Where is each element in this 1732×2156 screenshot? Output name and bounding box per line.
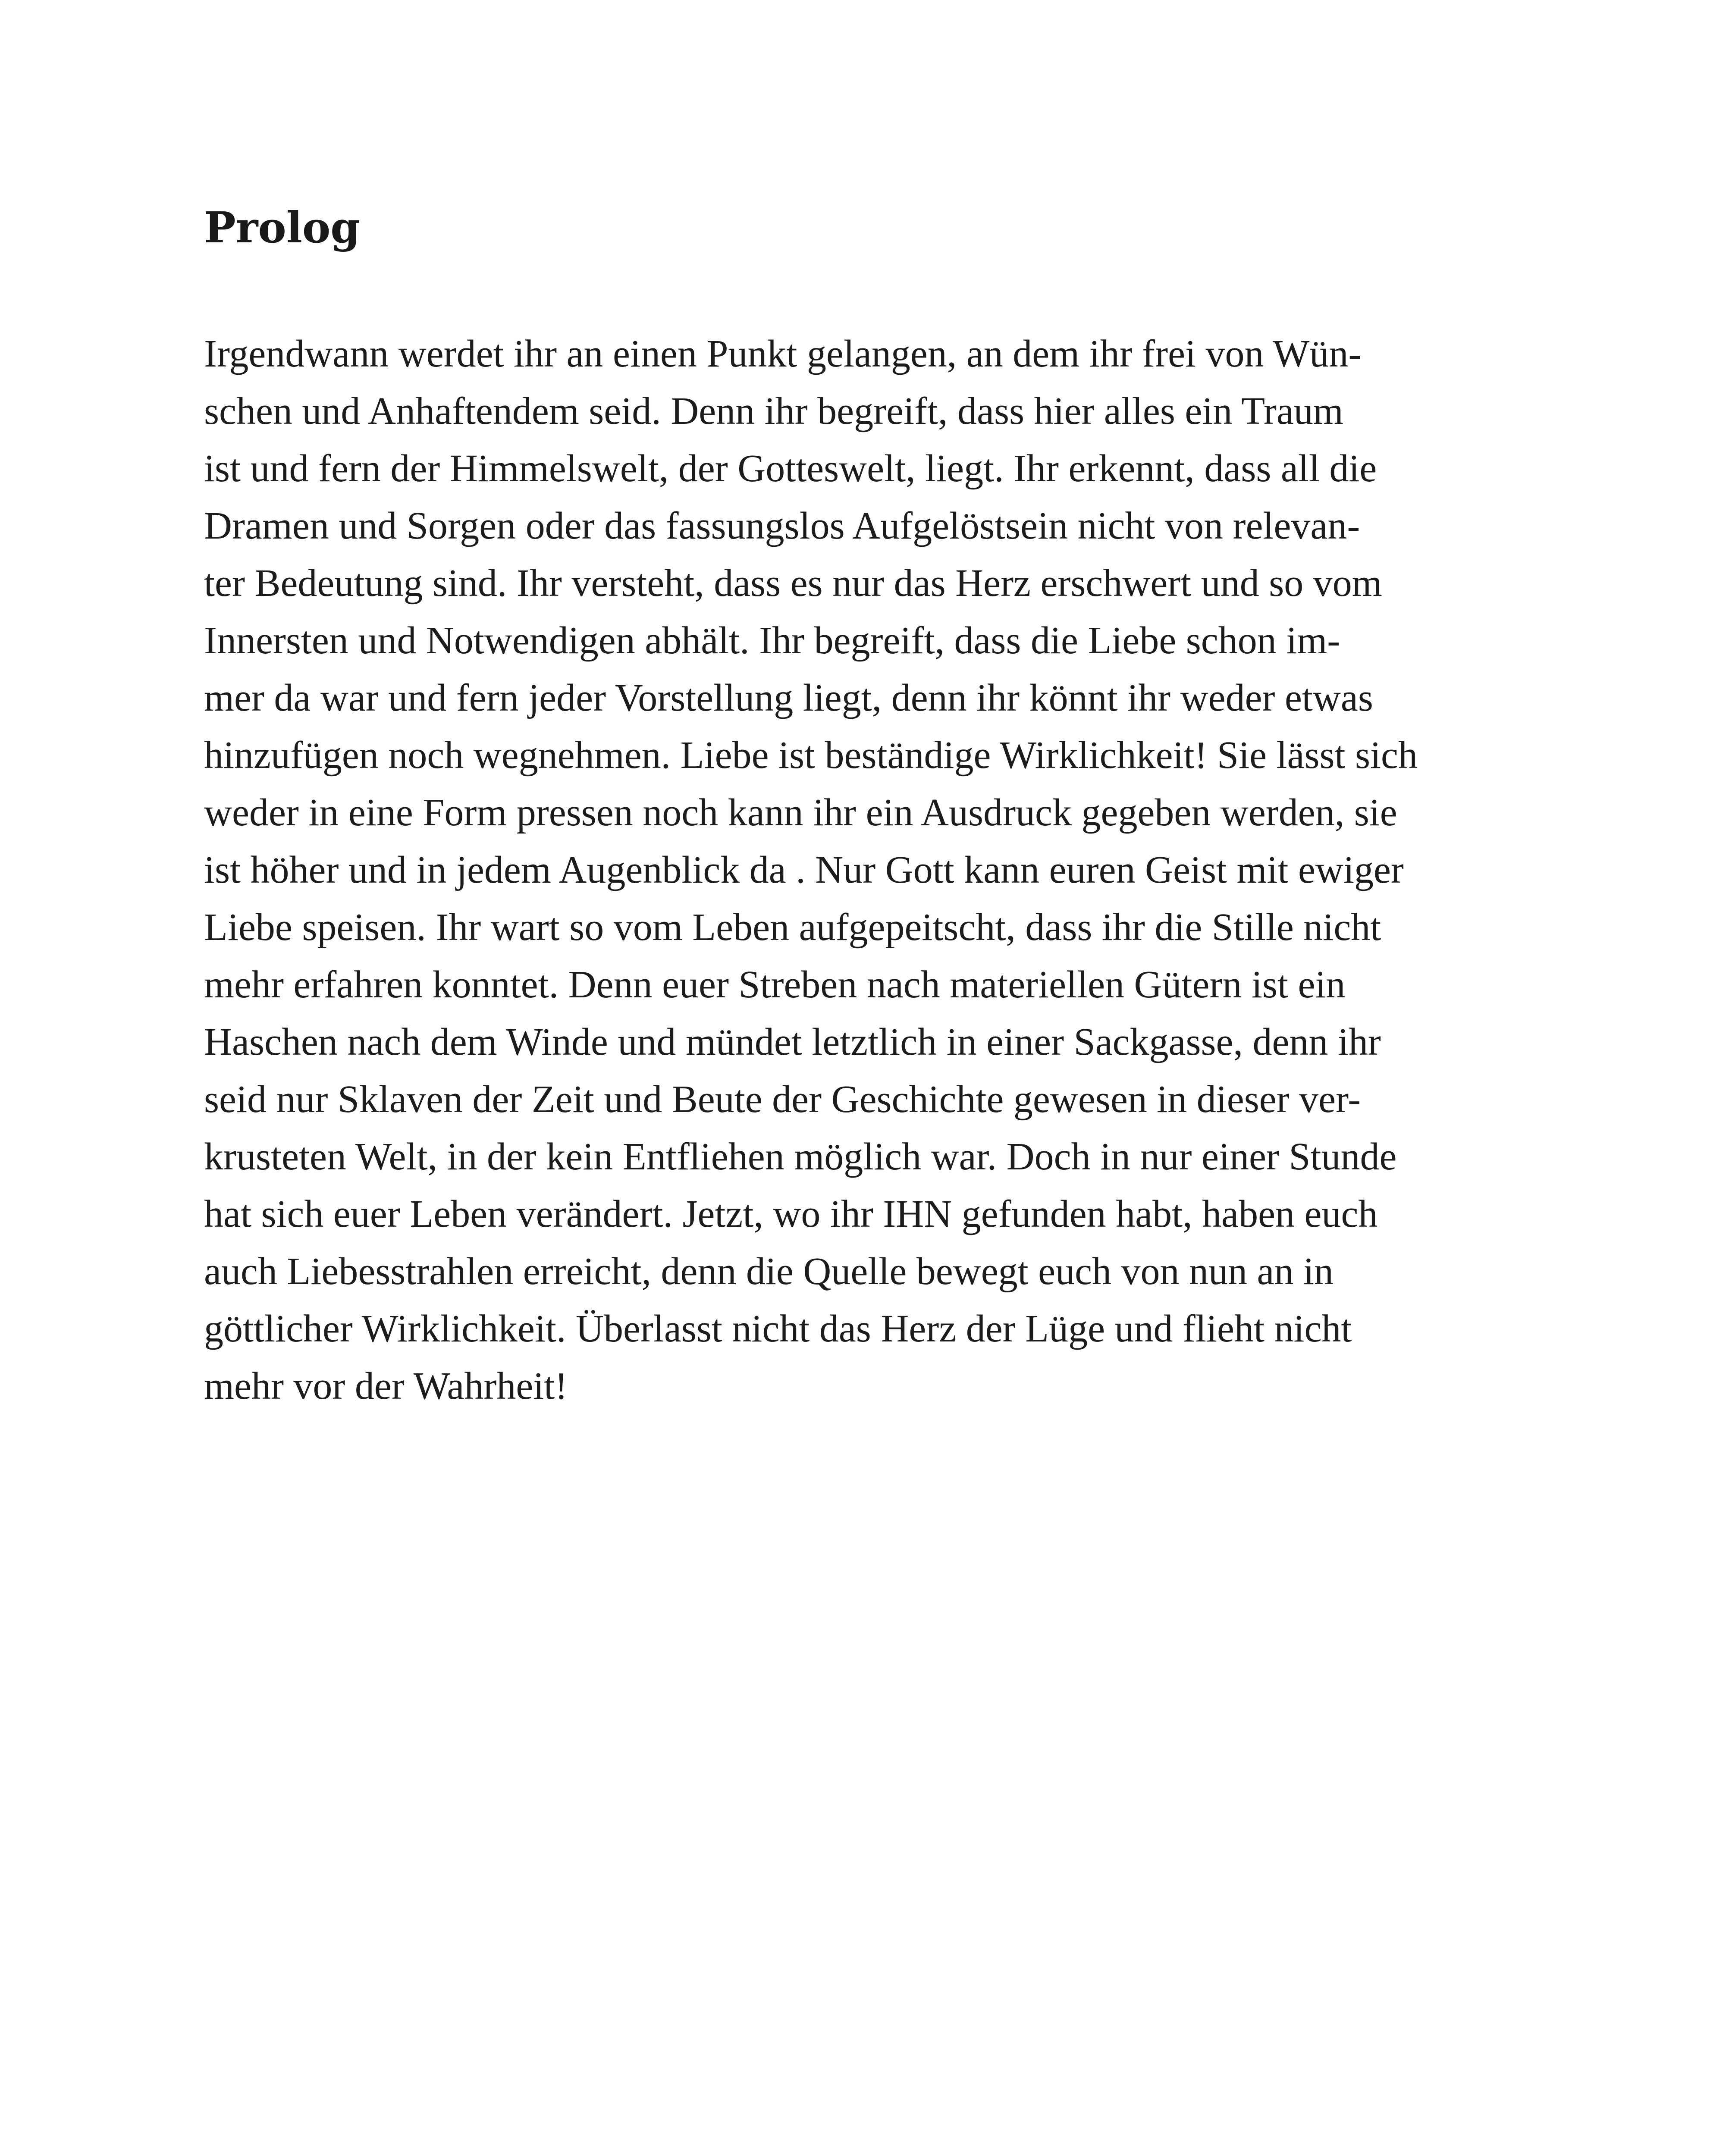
chapter-title: Prolog [204,203,360,253]
text-line: göttlicher Wirklichkeit. Überlasst nicht das Herz der Lüge und flieht nicht [204,1307,1352,1350]
text-line: auch Liebesstrahlen erreicht, denn die Quelle bewegt euch von nun an in [204,1250,1334,1293]
text-line: weder in eine Form pressen noch kann ihr ein Ausdruck gegeben werden, sie [204,791,1397,834]
text-line: mehr erfahren konntet. Denn euer Streben nach materiellen Gütern ist ein [204,963,1346,1006]
text-line: Haschen nach dem Winde und mündet letztlich in einer Sackgasse, denn ihr [204,1021,1381,1063]
text-line: seid nur Sklaven der Zeit und Beute der Geschichte gewesen in dieser ver- [204,1078,1361,1121]
text-line: Liebe speisen. Ihr wart so vom Leben aufgepeitscht, dass ihr die Stille nicht [204,906,1381,949]
text-line: schen und Anhaftendem seid. Denn ihr begreift, dass hier alles ein Traum [204,390,1343,432]
text-line: Dramen und Sorgen oder das fassungslos Aufgelöstsein nicht von relevan- [204,505,1360,547]
text-line: hat sich euer Leben verändert. Jetzt, wo ihr IHN gefunden habt, haben euch [204,1193,1378,1235]
text-line: mer da war und fern jeder Vorstellung liegt, denn ihr könnt ihr weder etwas [204,677,1373,719]
prolog-paragraph [204,325,1418,1415]
text-line: hinzufügen noch wegnehmen. Liebe ist beständige Wirklichkeit! Sie lässt sich [204,734,1418,777]
text-line: Innersten und Notwendigen abhält. Ihr begreift, dass die Liebe schon im- [204,619,1340,662]
text-line: ist und fern der Himmelswelt, der Gotteswelt, liegt. Ihr erkennt, dass all die [204,447,1377,490]
text-line: mehr vor der Wahrheit! [204,1365,568,1407]
text-line: Irgendwann werdet ihr an einen Punkt gelangen, an dem ihr frei von Wün- [204,332,1362,375]
text-line: ist höher und in jedem Augenblick da . Nur Gott kann euren Geist mit ewiger [204,849,1404,891]
text-line: krusteten Welt, in der kein Entfliehen möglich war. Doch in nur einer Stunde [204,1135,1397,1178]
text-line: ter Bedeutung sind. Ihr versteht, dass es nur das Herz erschwert und so vom [204,562,1382,605]
